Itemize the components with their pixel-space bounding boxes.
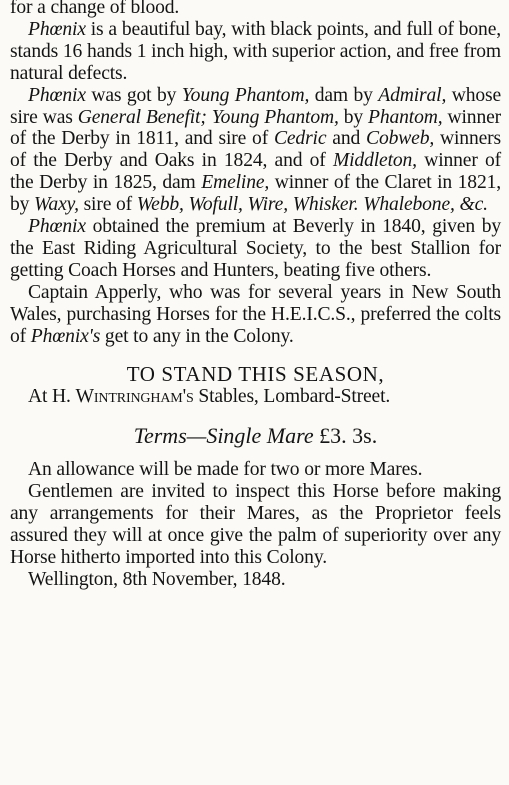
sire-name: Young Phantom, [181,84,310,106]
stables-text: Stables, Lombard-Street. [193,385,391,407]
description-paragraph [10,19,501,85]
pedigree-text: and [326,128,367,150]
horse-list: Webb, Wofull, Wire, Whisker. Whalebone, &c. [136,194,488,216]
pedigree-text: was got by [85,84,182,106]
dam-sire-name: Admiral, [378,84,447,106]
pedigree-text: sire of [78,194,137,216]
dateline: Wellington, 8th November, 1848. [28,568,286,590]
horse-name: Young Phantom, [211,106,339,128]
stables-text: At H. [28,385,76,407]
horse-name: Cedric [273,128,327,150]
terms-label: Terms—Single Mare [133,423,314,449]
horse-name: Middleton, [332,150,417,172]
description-text: is a beautiful bay, with black points, and full of bone, stands 16 hands 1 inch high, with superior action, and free from natural defects. [10,18,501,84]
owner-name: Wintringham's [75,385,194,407]
premium-text: obtained the premium at Beverly in 1840, given by the East Riding Agricultural Society, to the best Stallion for getting Coach Horses and Hunters, beating five others. [10,216,501,281]
pedigree-text: winner of the Derby in 1811, and sire of [10,106,502,150]
horse-name: Phantom, [368,106,443,128]
horse-name: Phœnix [28,18,86,40]
section-heading: TO STAND THIS SEASON, [126,361,385,386]
pedigree-text: whose sire was [10,84,502,128]
horse-name: General Benefit; [77,106,207,128]
intro-line: for a change of blood. [10,0,180,18]
terms-amount: £3. 3s. [319,423,378,449]
testimonial-text: get to any in the Colony. [100,325,294,347]
testimonial-text: Captain Apperly, who was for several years in New South Wales, purchasing Horses for the H.E.I.C.S., preferred the colts of [10,281,501,347]
horse-name: Waxy, [34,194,79,216]
horse-name: Emeline, [201,172,270,194]
horse-name: Phœnix [28,216,86,238]
stables-paragraph [10,386,501,408]
pedigree-text: by [338,106,369,128]
horse-name: Cobweb, [366,128,435,150]
testimonial-paragraph [10,282,501,348]
premium-paragraph [10,216,501,282]
horse-name: Phœnix's [30,325,101,347]
pedigree-text: winners of the Derby and Oaks in 1824, and of [10,128,501,172]
pedigree-paragraph [10,85,501,216]
terms-line [10,423,501,449]
horse-name: Phœnix [28,84,86,106]
pedigree-text: winner of the Derby in 1825, dam [10,150,502,194]
allowance-paragraph: An allowance will be made for two or more Mares. [28,459,423,481]
invitation-paragraph: Gentlemen are invited to inspect this Horse before making any arrangements for their Mares, as the Proprietor feels assured they will at once give the palm of superiority over any Horse hitherto imported into this Colony. [10,481,501,569]
pedigree-text: dam by [309,84,379,106]
pedigree-text: winner of the Claret in 1821, by [10,172,501,216]
